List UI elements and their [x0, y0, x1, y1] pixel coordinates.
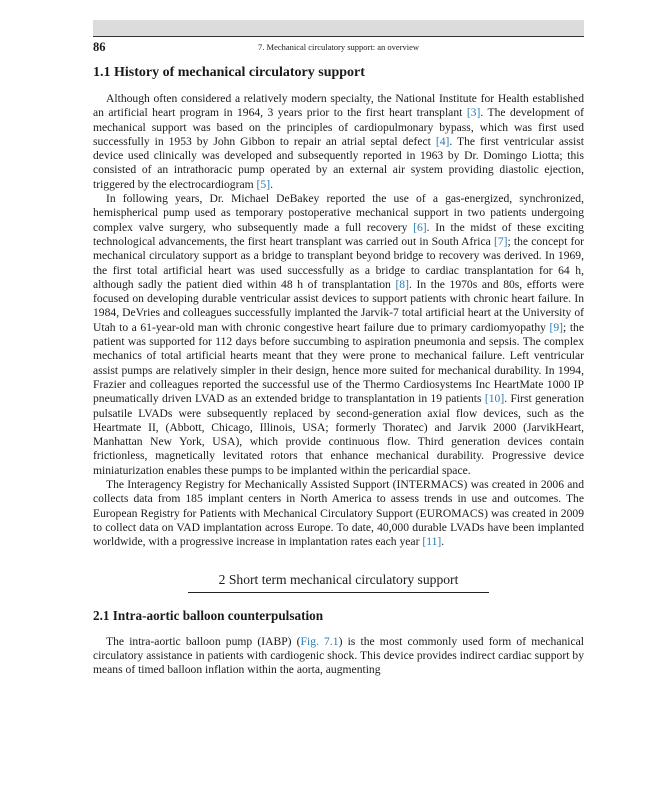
figure-7-1-link[interactable]: Fig. 7.1 [300, 634, 339, 648]
paragraph-history-2: In following years, Dr. Michael DeBakey reported the use of a gas-energized, synchronized, hemispherical pump used as temporary postoperative mechanical support in two patients undergoing complex valve surgery, who subsequently made a full recovery [6]. In the midst of these exciting technological advancements, the first heart transplant was carried out in South Africa [7]; the concept for mechanical circulatory support as a bridge to transplant beyond bridge to recovery was derived. In 1969, the first total artificial heart was used successfully as a bridge to cardiac transplantation for 64 h, although sadly the patient died within 48 h of transplantation [8]. In the 1970s and 80s, efforts were focused on developing durable ventricular assist devices to support patients with chronic heart failure. In 1984, DeVries and colleagues successfully implanted the Jarvik-7 total artificial heart at the University of Utah to a 61-year-old man with chronic congestive heart failure due to primary cardiomyopathy [9]; the patient was supported for 112 days before succumbing to aspiration pneumonia and sepsis. The complex mechanics of total artificial hearts meant that they were prone to mechanical failure. Left ventricular assist pumps are relatively simpler in their design, hence more suited for mechanical durability. In 1994, Frazier and colleagues reported the successful use of the Thermo Cardiosystems Inc HeartMate 1000 IP pneumatically driven LVAD as an extended bridge to transplantation in 19 patients [10]. First generation pulsatile LVADs were subsequently replaced by second-generation axial flow devices, such as the Heartmate II, (Abbott, Chicago, Illinois, USA; formerly Thoratec) and Jarvik 2000 (JarvikHeart, Manhattan New York, USA), which provide continuous flow. Third generation devices contain frictionless, magnetically levitated rotors that enhance mechanical durability. Progressive device miniaturization enables these pumps to be implanted within the pericardial space. [93, 192, 584, 477]
page-number: 86 [93, 40, 106, 54]
citation-6[interactable]: [6] [413, 220, 427, 234]
citation-4[interactable]: [4] [435, 134, 450, 148]
page-header [93, 36, 584, 54]
subsection-2-1 [93, 607, 584, 678]
section-1-1-heading: 1.1 History of mechanical circulatory support [93, 65, 365, 80]
citation-11[interactable]: [11] [422, 535, 442, 549]
page-body [93, 64, 584, 677]
citation-8[interactable]: [8] [395, 277, 409, 291]
running-head: 7. Mechanical circulatory support: an overview [258, 42, 419, 52]
paragraph-history-3: The Interagency Registry for Mechanically Assisted Support (INTERMACS) was created in 2006 and collects data from 185 implant centers in North America to assess trends in use and outcomes. The European Registry for Patients with Mechanical Circulatory Support (EUROMACS) was created in 2009 to collect data on VAD implantation across Europe. To date, 40,000 durable LVADs have been implanted worldwide, with a progressive increase in implantation rates each year [11]. [93, 478, 584, 549]
citation-7[interactable]: [7] [493, 234, 508, 248]
paragraph-history-1: Although often considered a relatively modern specialty, the National Institute for Health established an artificial heart program in 1964, 3 years prior to the first heart transplant [3]. The development of mechanical support was based on the principles of cardiopulmonary bypass, which was first used successfully in 1953 by John Gibbon to repair an atrial septal defect [4]. The first ventricular assist device used clinically was developed and subsequently reported in 1963 by Dr. Domingo Liotta; this consisted of an intrathoracic pump operated by an external air system providing diastolic ejection, triggered by the electrocardiogram [5]. [93, 92, 584, 191]
section-2-heading: 2 Short term mechanical circulatory support [188, 571, 489, 593]
subsection-2-1-heading: 2.1 Intra-aortic balloon counterpulsation [93, 607, 324, 623]
paragraph-iabp: The intra-aortic balloon pump (IABP) (Fig. 7.1) is the most commonly used form of mechanical circulatory assistance in patients with cardiogenic shock. This device provides indirect cardiac support by means of timed balloon inflation within the aorta, augmenting [93, 634, 584, 677]
citation-3[interactable]: [3] [466, 106, 481, 120]
citation-5[interactable]: [5] [256, 177, 271, 191]
header-shade-bar [93, 20, 584, 36]
citation-9[interactable]: [9] [549, 320, 564, 334]
citation-10[interactable]: [10] [484, 392, 505, 406]
